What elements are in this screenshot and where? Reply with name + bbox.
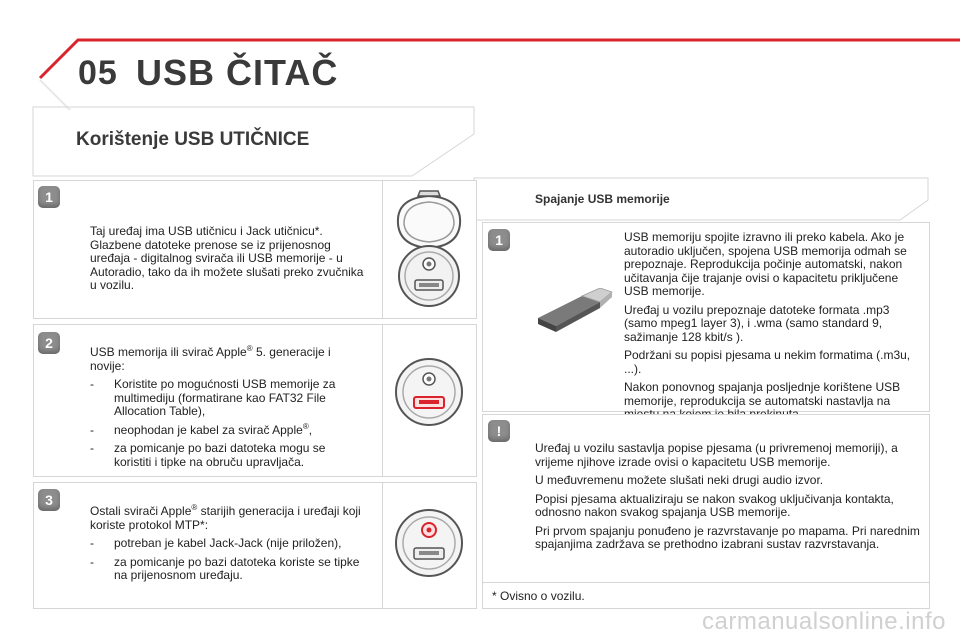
usb-connect-p1: USB memoriju spojite izravno ili preko kabela. Ako je autoradio uključen, spojena USB memorija odmah se prepoznaje. Reprodukcija počinje automatski, nakon učitavanja čije trajanje ovisi o kapacitetu priključene USB memorije. bbox=[624, 230, 907, 298]
usb-connect-p3: Podržani su popisi pjesama u nekim formatima (.m3u, ...). bbox=[624, 348, 911, 376]
usb-connection-subtitle: Spajanje USB memorije bbox=[535, 192, 670, 206]
warning-text bbox=[535, 442, 920, 557]
usb-socket-highlight-icon bbox=[392, 355, 466, 429]
step-3-intro bbox=[90, 505, 365, 532]
step-2-text bbox=[90, 346, 365, 474]
section-title: Korištenje USB UTIČNICE bbox=[76, 129, 310, 150]
warning-p2: U međuvremenu možete slušati neki drugi audio izvor. bbox=[535, 473, 824, 487]
usb-connect-p2: Uređaj u vozilu prepoznaje datoteke formata .mp3 (samo mpeg1 layer 3), i .wma (samo standard 9, sažimanje 128 kbit/s ). bbox=[624, 302, 890, 344]
step-2-item-1: - Koristite po mogućnosti USB memorije za multimediju (formatirane kao FAT32 File Allocation Table), bbox=[90, 378, 365, 419]
step-3-item-1: - potreban je kabel Jack-Jack (nije priložen), bbox=[90, 537, 365, 551]
chapter-number: 05 bbox=[78, 54, 118, 92]
warning-p3: Popisi pjesama aktualiziraju se nakon svakog uključivanja kontakta, odnosno nakon svakog spajanja USB memorije. bbox=[535, 491, 894, 519]
reg-mark: ® bbox=[302, 421, 309, 431]
step-1-paragraph: Taj uređaj ima USB utičnicu i Jack utičnicu*. Glazbene datoteke prenose se iz prijenosnog uređaja - digitalnog svirača ili USB memorije - u Autoradio, tako da ih možete slušati preko zvučnika u vozilu. bbox=[90, 224, 364, 292]
step-3-item-2: - za pomicanje po bazi datoteka koriste se tipke na prijenosnom uređaju. bbox=[90, 556, 365, 583]
reg-mark: ® bbox=[191, 503, 198, 512]
usb-jack-socket-open-icon bbox=[388, 190, 470, 310]
watermark: carmanualsonline.info bbox=[702, 608, 946, 635]
usb-connect-badge: 1 bbox=[488, 229, 510, 251]
reg-mark: ® bbox=[246, 344, 253, 353]
step-1-text bbox=[90, 225, 368, 298]
warning-p4: Pri prvom spajanju ponuđeno je razvrstavanje po mapama. Pri narednim spajanjima zadržava se prethodno izabrani sustav razvrstavanja. bbox=[535, 523, 920, 551]
warning-icon: ! bbox=[488, 420, 510, 442]
step-3-text bbox=[90, 505, 365, 588]
footnote: * Ovisno o vozilu. bbox=[492, 589, 585, 603]
step-2-item-2-b: , bbox=[308, 422, 313, 437]
usb-stick-icon bbox=[534, 288, 614, 334]
chapter-title: USB ČITAČ bbox=[136, 52, 339, 93]
usb-connect-p4: Nakon ponovnog spajanja posljednje korištene USB memorije, reprodukcija se automatski nastavlja na bbox=[624, 380, 901, 408]
step-3-badge: 3 bbox=[38, 489, 60, 511]
step-2-item-3: - za pomicanje po bazi datoteka mogu se koristiti i tipke na obruču upravljača. bbox=[90, 442, 365, 469]
step-2-intro-b: 5. generacije i novije: bbox=[90, 345, 331, 373]
step-3-intro-a: Ostali svirači Apple bbox=[90, 504, 192, 518]
step-2-item-2-a: neophodan je kabel za svirač Apple bbox=[114, 422, 303, 437]
step-2-item-2 bbox=[90, 421, 365, 438]
step-1-badge: 1 bbox=[38, 186, 60, 208]
step-2-intro bbox=[90, 346, 365, 373]
jack-socket-highlight-icon bbox=[392, 506, 466, 580]
usb-connect-text bbox=[624, 231, 916, 427]
step-3-intro-b: starijih generacija i uređaji koji koriste protokol MTP*: bbox=[90, 504, 361, 532]
step-2-badge: 2 bbox=[38, 332, 60, 354]
warning-p1: Uređaj u vozilu sastavlja popise pjesama (u privremenoj memoriji), a vrijeme njihove izrade ovisi o kapacitetu USB memorije. bbox=[535, 441, 898, 469]
step-2-intro-a: USB memorija ili svirač Apple bbox=[90, 345, 247, 359]
